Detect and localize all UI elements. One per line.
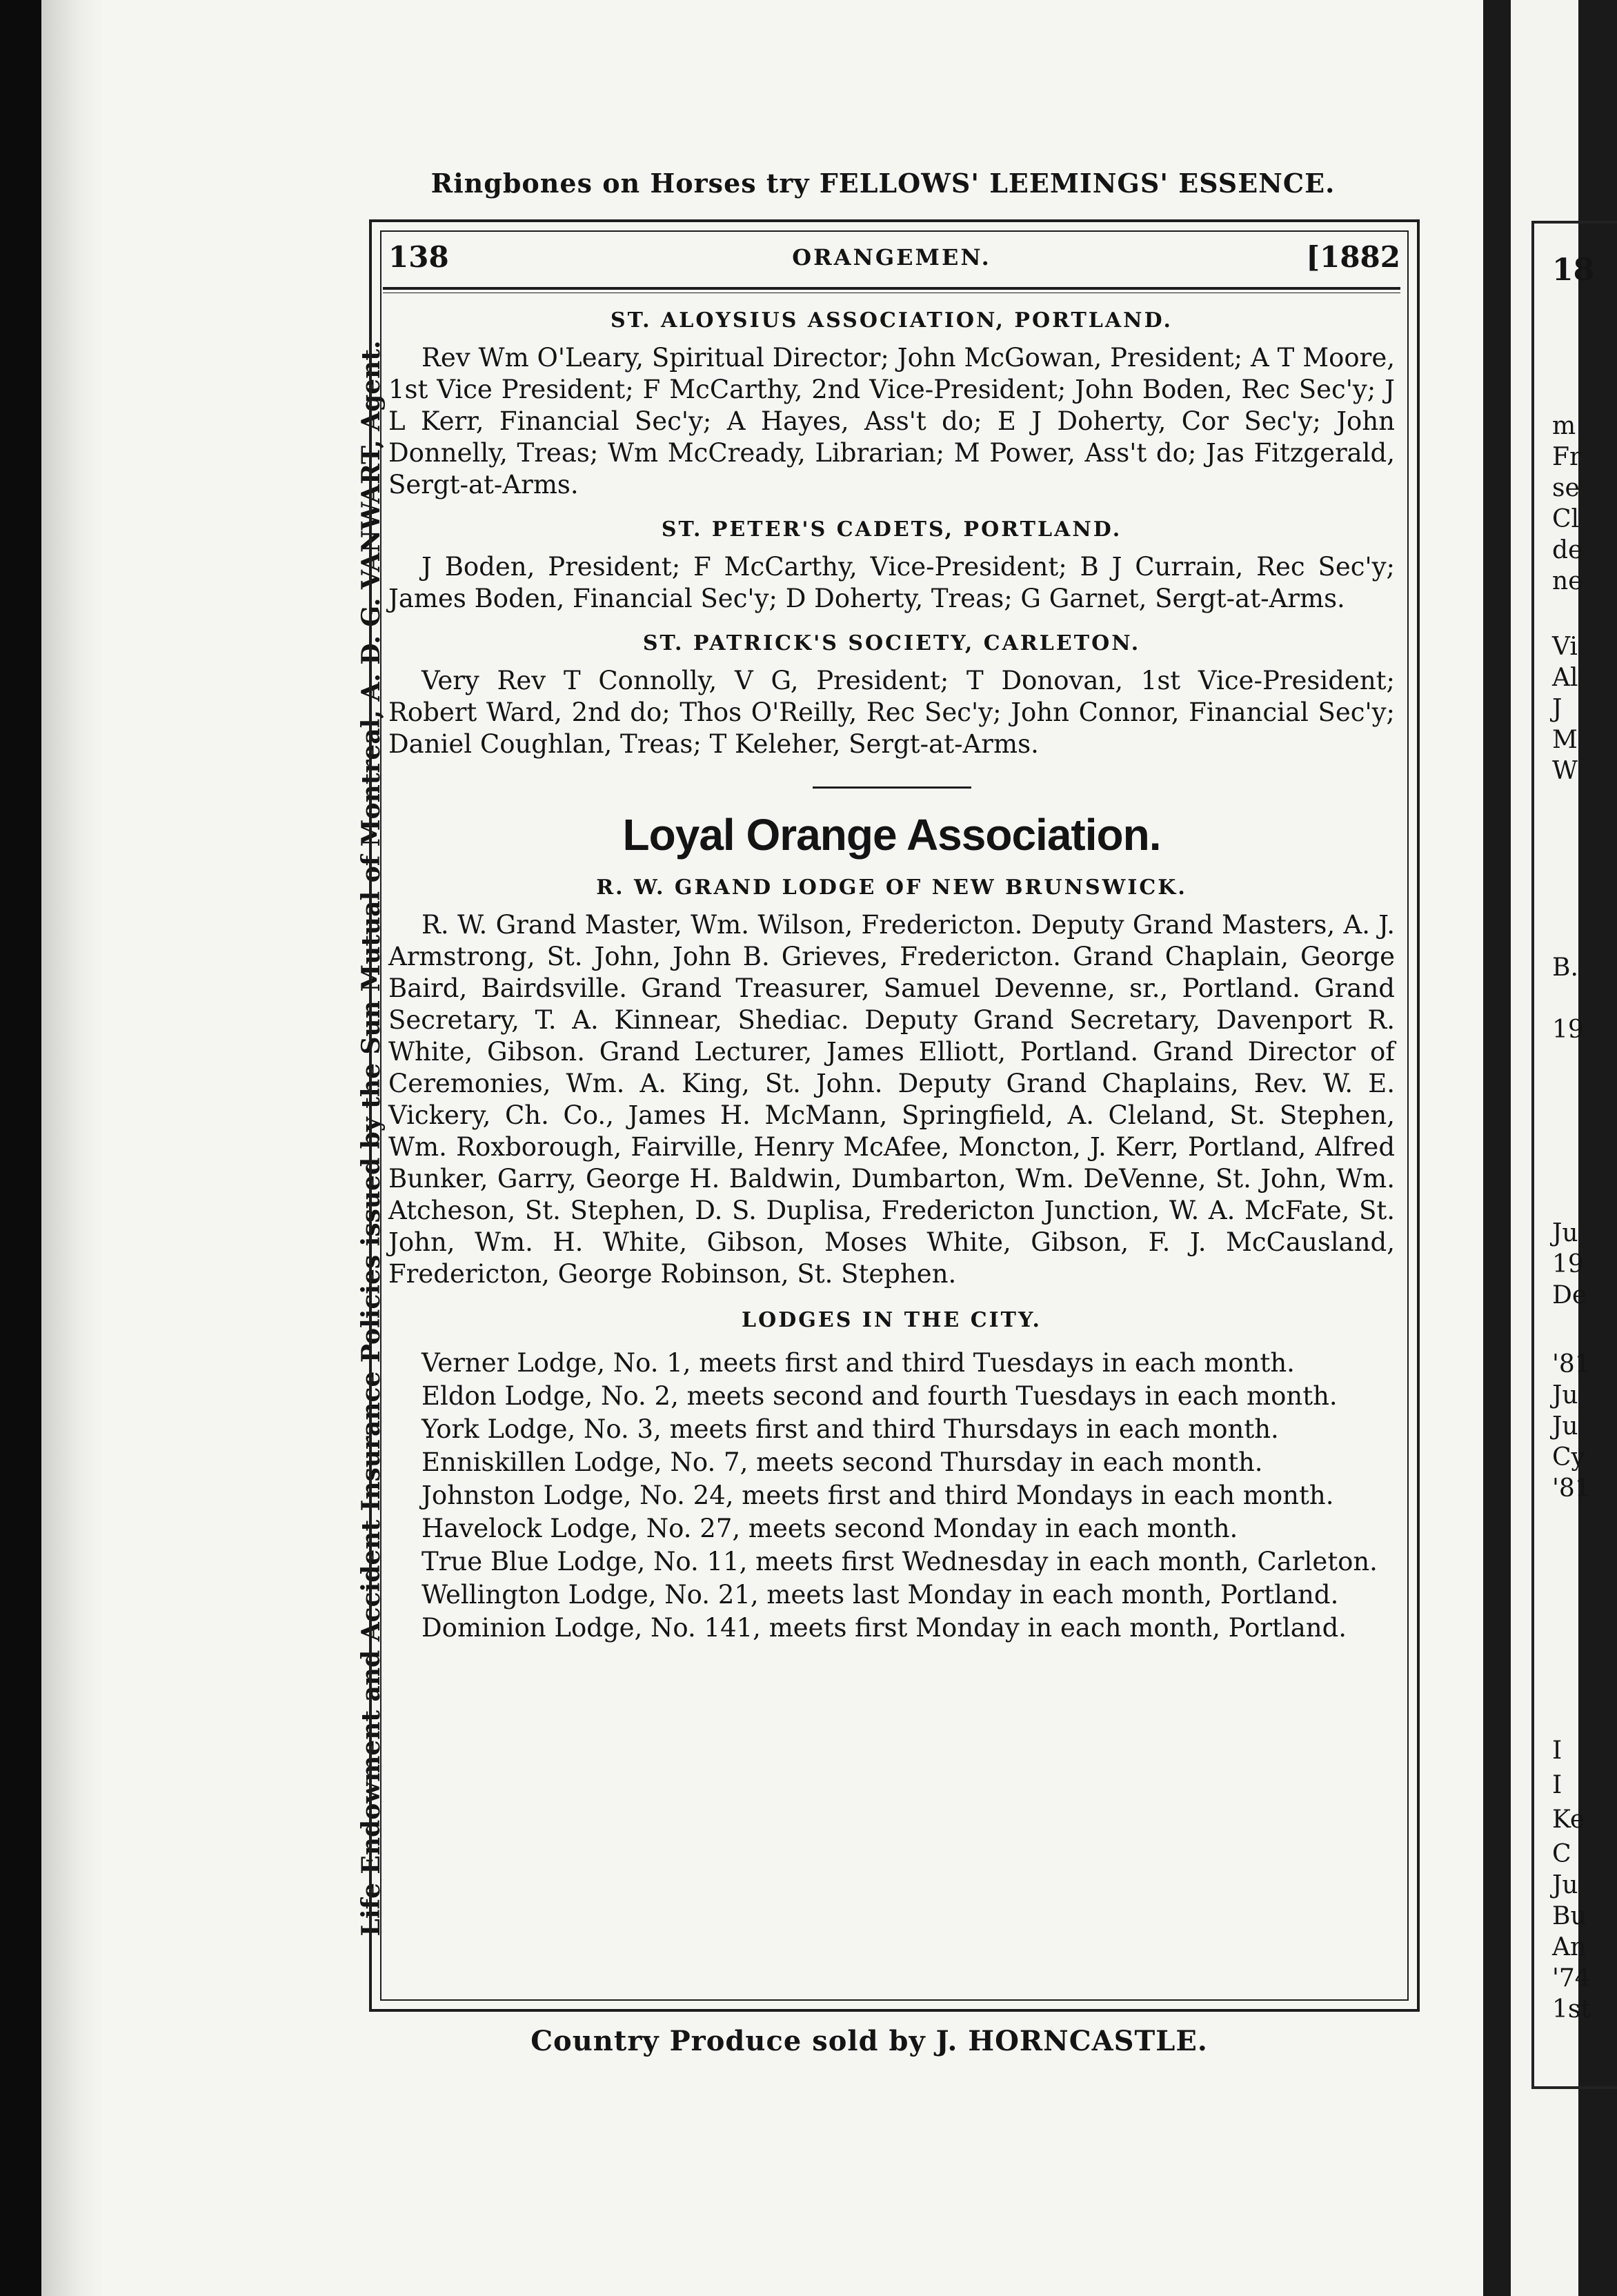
adjacent-fragment: Vi: [1552, 633, 1578, 661]
running-title: ORANGEMEN.: [792, 244, 991, 270]
adjacent-fragment: ne: [1552, 567, 1583, 595]
header-rule: [383, 287, 1400, 293]
list-item: Wellington Lodge, No. 21, meets last Monday in each month, Portland.: [421, 1580, 1339, 1610]
adjacent-fragment: C: [1552, 1840, 1571, 1868]
adjacent-fragment: Cy: [1552, 1443, 1585, 1472]
adjacent-fragment: B.: [1552, 953, 1578, 982]
header-advertisement: Ringbones on Horses try FELLOWS' LEEMINGS' ESSENCE.: [430, 168, 1336, 199]
adjacent-fragment: Al: [1552, 664, 1578, 692]
adjacent-fragment: An: [1552, 1933, 1587, 1961]
adjacent-fragment: Bu: [1552, 1902, 1587, 1930]
binding-gutter: [0, 0, 41, 2296]
list-item: Havelock Lodge, No. 27, meets second Monday in each month.: [421, 1514, 1238, 1543]
section-heading-peters-cadets: ST. PETER'S CADETS, PORTLAND.: [661, 517, 1122, 542]
lodge-list: [383, 1347, 1400, 1644]
page-content: [383, 235, 1400, 1645]
adjacent-fragment: 1st: [1552, 1995, 1591, 2023]
adjacent-fragment: I: [1552, 1736, 1563, 1765]
adjacent-fragment: '74: [1552, 1964, 1591, 1992]
adjacent-fragment: Ju: [1552, 1381, 1578, 1409]
adjacent-fragment: 18: [1552, 253, 1595, 288]
running-head: [383, 235, 1400, 283]
adjacent-fragment: J: [1552, 695, 1563, 723]
adjacent-page: [1511, 0, 1595, 2296]
adjacent-fragment: De: [1552, 1281, 1587, 1309]
adjacent-fragment: de: [1552, 536, 1583, 564]
section-heading-patricks-society: ST. PATRICK'S SOCIETY, CARLETON.: [642, 631, 1141, 655]
adjacent-fragment: Cl: [1552, 505, 1580, 533]
list-item: True Blue Lodge, No. 11, meets first Wednesday in each month, Carleton.: [421, 1547, 1378, 1576]
lodges-heading: LODGES IN THE CITY.: [742, 1308, 1042, 1332]
adjacent-fragment: Ke: [1552, 1805, 1585, 1834]
adjacent-fragment: se: [1552, 474, 1580, 502]
list-item: Eldon Lodge, No. 2, meets second and fourth Tuesdays in each month.: [421, 1381, 1338, 1411]
list-item: Enniskillen Lodge, No. 7, meets second Thursday in each month.: [421, 1447, 1263, 1477]
list-item: Johnston Lodge, No. 24, meets first and third Mondays in each month.: [421, 1481, 1334, 1510]
binding-gap: [1483, 0, 1511, 2296]
page-number: 138: [388, 240, 449, 274]
adjacent-fragment: 19: [1552, 1016, 1584, 1044]
section-text-patricks-society: Very Rev T Connolly, V G, President; T Donovan, 1st Vice-President; Robert Ward, 2nd do; Thos O'Reilly, Rec Sec'y; John Connor, Financial Sec'y; Daniel Coughlan, Treas; T Keleher, Sergt-at-Arms.: [388, 666, 1395, 759]
adjacent-fragment: Ju: [1552, 1412, 1578, 1441]
page-edge-shadow: [41, 0, 103, 2296]
adjacent-fragment: I: [1552, 1771, 1563, 1799]
grand-lodge-text: R. W. Grand Master, Wm. Wilson, Fredericton. Deputy Grand Masters, A. J. Armstrong, St. John, John B. Grieves, Fredericton. Grand Chaplain, George Baird, Bairdsville. Grand Treasurer, Samuel Devenne, sr., Portland. Grand Secretary, T. A. Kinnear, Shediac. Deputy Grand Secretary, Davenport R. White, Gibson. Grand Lecturer, James Elliott, Portland. Grand Director of Ceremonies, Wm. A. King, St. John. Deputy Grand Chaplains, Rev. W. E. Vickery, Ch. Co., James H. McMann, Springfield, A. Cleland, St. Stephen, Wm. Roxborough, Fairville, Henry McAfee, Moncton, J. Kerr, Portland, Alfred Bunker, Garry, George H. Baldwin, Dumbarton, Wm. DeVenne, St. John, Wm. Atcheson, St. Stephen, D. S. Duplisa, Fredericton Junction, W. A. McFate, St. John, Wm. H. White, Gibson, Moses White, Gibson, F. J. McCausland, Fredericton, George Robinson, St. Stephen.: [388, 910, 1395, 1289]
footer-advertisement: Country Produce sold by J. HORNCASTLE.: [530, 2025, 1208, 2057]
adjacent-fragment: Ju: [1552, 1871, 1578, 1899]
adjacent-fragment: Fr: [1552, 443, 1582, 471]
adjacent-fragment: '81: [1552, 1474, 1591, 1503]
section-text-aloysius: Rev Wm O'Leary, Spiritual Director; John McGowan, President; A T Moore, 1st Vice President; F McCarthy, 2nd Vice-President; John Boden, Rec Sec'y; J L Kerr, Financial Sec'y; A Hayes, Ass't do; E J Doherty, Cor Sec'y; John Donnelly, Treas; Wm McCready, Librarian; M Power, Ass't do; Jas Fitzgerald, Sergt-at-Arms.: [388, 343, 1395, 499]
list-item: York Lodge, No. 3, meets first and third Thursdays in each month.: [421, 1414, 1279, 1444]
section-heading-aloysius: ST. ALOYSIUS ASSOCIATION, PORTLAND.: [610, 308, 1173, 333]
adjacent-fragment: Ju: [1552, 1219, 1578, 1247]
main-title: Loyal Orange Association.: [622, 810, 1161, 860]
adjacent-fragment: m: [1552, 412, 1576, 440]
section-text-peters-cadets: J Boden, President; F McCarthy, Vice-President; B J Currain, Rec Sec'y; James Boden, Financial Sec'y; D Doherty, Treas; G Garnet, Sergt-at-Arms.: [388, 552, 1395, 613]
adjacent-fragment: W: [1552, 757, 1578, 785]
side-advertisement: Life Endowment and Accident Insurance Policies issued by the Sun Mutual of Montreal, A. D. G. VANWART, Agent.: [357, 340, 386, 1937]
adjacent-fragment: '81: [1552, 1350, 1591, 1378]
adjacent-fragment: 19: [1552, 1250, 1584, 1278]
grand-lodge-heading: R. W. GRAND LODGE OF NEW BRUNSWICK.: [596, 875, 1187, 900]
adjacent-fragment: M: [1552, 726, 1578, 754]
list-item: Dominion Lodge, No. 141, meets first Monday in each month, Portland.: [421, 1613, 1347, 1643]
section-divider: [813, 786, 971, 789]
year-marker: [1882: [1306, 240, 1400, 274]
list-item: Verner Lodge, No. 1, meets first and third Tuesdays in each month.: [421, 1348, 1295, 1378]
